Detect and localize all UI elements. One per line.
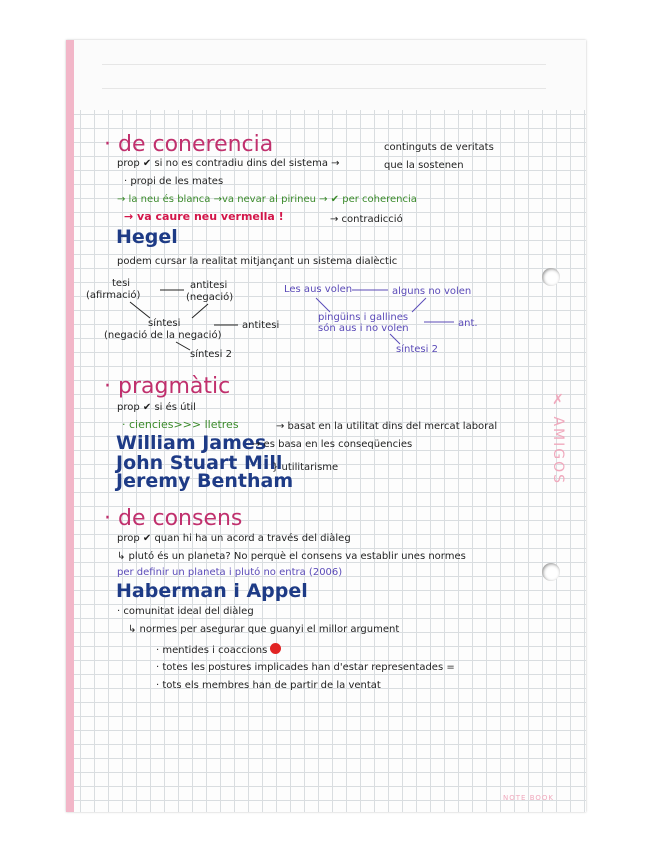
diagram-label: (negació de la negació) <box>104 330 222 341</box>
section-title-coherencia: · de conerencia <box>104 132 274 157</box>
side-note: que la sostenen <box>384 160 464 171</box>
section-title-consens: · de consens <box>104 506 243 531</box>
text-line: · ciencies>>> lletres <box>122 418 239 431</box>
diagram-label: antitesi <box>242 320 280 331</box>
text-line: ↳ normes per asegurar que guanyi el millor argument <box>128 624 400 635</box>
prohibited-icon <box>270 643 281 654</box>
author-name: John Stuart Mill <box>116 452 283 474</box>
author-name: William James <box>116 432 267 454</box>
example-contradiction: → va caure neu vermella ! <box>124 210 284 223</box>
diagram-example-label: pingüins i gallines <box>318 312 409 323</box>
text-line: podem cursar la realitat mitjançant un sistema dialèctic <box>117 256 398 267</box>
text-line: per definir un planeta i plutó no entra (2006) <box>117 567 343 578</box>
text-line: prop ✔ si no es contradiu dins del sistema → <box>117 158 340 169</box>
text-line: ↳ plutó és un planeta? No perquè el consens va establir unes normes <box>117 551 466 562</box>
diagram-label: (negació) <box>186 292 234 303</box>
author-name: Jeremy Bentham <box>116 470 294 492</box>
text-line: → es basa en les conseqüencies <box>252 439 413 450</box>
bullet <box>156 643 281 656</box>
diagram-label: (afirmació) <box>86 290 141 301</box>
bracket-note: } utilitarisme <box>272 462 339 473</box>
example-line: → la neu és blanca →va nevar al pirineu → ✔ per coherencia <box>117 194 417 205</box>
text-line: prop ✔ quan hi ha un acord a través del diàleg <box>117 533 351 544</box>
diagram-label: síntesi <box>148 318 181 329</box>
arrow-example-anti-sint <box>412 298 426 312</box>
diagram-label: antitesi <box>190 280 228 291</box>
author-name: Hegel <box>116 226 178 248</box>
diagram-example-label: síntesi 2 <box>396 344 438 355</box>
side-note: continguts de veritats <box>384 142 494 153</box>
text-line: → basat en la utilitat dins del mercat laboral <box>276 421 498 432</box>
arrow-to-sintesi2 <box>176 342 190 350</box>
brand-footer: NOTE BOOK <box>503 794 554 802</box>
diagram-label: tesi <box>112 278 131 289</box>
brand-vertical: ✗ AMIGOS <box>550 392 566 485</box>
arrow-tesi-sintesi <box>130 302 150 318</box>
text-line: prop ✔ si és útil <box>117 402 196 413</box>
text-line: · propi de les mates <box>124 176 224 187</box>
diagram-example-label: Les aus volen <box>284 284 353 295</box>
bullet: · tots els membres han de partir de la ventat <box>156 680 381 691</box>
author-name: Haberman i Appel <box>116 580 308 602</box>
text-line: · comunitat ideal del diàleg <box>117 606 254 617</box>
bullet: · totes les postures implicades han d'estar representades = <box>156 662 455 673</box>
text-line: → contradicció <box>330 214 403 225</box>
diagram-example-label: alguns no volen <box>392 286 472 297</box>
arrow-example-to-sint <box>316 298 330 312</box>
diagram-example-label: són aus i no volen <box>318 323 409 334</box>
arrow-antitesi-sintesi <box>192 304 208 318</box>
arrow-example-to-sint2 <box>390 334 400 344</box>
diagram-label: síntesi 2 <box>190 349 232 360</box>
bullet-text: · mentides i coaccions <box>156 645 268 656</box>
diagram-example-label: ant. <box>458 318 478 329</box>
section-title-pragmatic: · pragmàtic <box>104 374 231 399</box>
